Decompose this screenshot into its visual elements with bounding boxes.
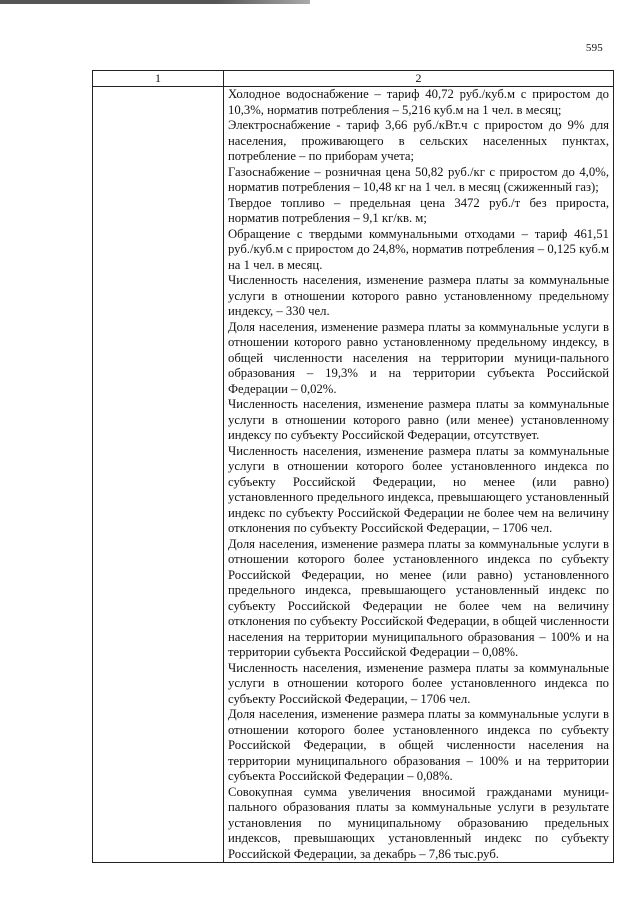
paragraph-share-above-index: Доля населения, изменение размера платы за коммунальные услуги в отношении которого более установленного индекса по субъекту Российской Федерации, в общей численности населения на территории муниципального образования – 100% и на территории субъекта Российской Федерации – 0,08%. [228, 707, 609, 783]
paragraph-population-above-index-within-limit: Численность населения, изменение размера платы за коммунальные услуги в отношении которого более установленного индекса по субъекту Российской Федерации, но менее (или равно) установленного предельного индекса, превышающего установленный индекс по субъекту Российской Федерации не более чем на величину отклонения по субъекту Российской Федерации, – 1706 чел. [228, 443, 609, 535]
scan-edge-mark [0, 0, 310, 4]
column-header-1: 1 [93, 71, 224, 87]
paragraph-electricity: Электроснабжение - тариф 3,66 руб./кВт.ч с приростом до 9% для населения, проживающего в сельских населенных пунктах, потребление – по приборам учета; [228, 118, 609, 163]
paragraph-total-increase: Совокупная сумма увеличения вносимой гражданами муници-пального образования платы за коммунальные услуги в результате установления по муниципальному образованию предельных индексов, превышающих установленный индекс по субъекту Российской Федерации, за декабрь – 7,86 тыс.руб. [228, 784, 609, 861]
paragraph-solid-waste: Обращение с твердыми коммунальными отходами – тариф 461,51 руб./куб.м с приростом до 24,8%, норматив потребления – 0,125 куб.м на 1 чел. в месяц. [228, 226, 609, 272]
paragraph-gas: Газоснабжение – розничная цена 50,82 руб./кг с приростом до 4,0%, норматив потребления – 10,48 кг на 1 чел. в месяц (сжиженный газ); [228, 164, 609, 194]
paragraph-share-equal-limit: Доля населения, изменение размера платы за коммунальные услуги в отношении которого равно установленному предельному индексу, в общей численности населения на территории муници-пального образования – 19,3% и на территории субъекта Российской Федерации – 0,02%. [228, 319, 609, 396]
paragraph-population-equal-limit: Численность населения, изменение размера платы за коммунальные услуги в отношении которого равно установленному предельному индексу, – 330 чел. [228, 273, 609, 318]
column-header-2: 2 [224, 71, 614, 87]
paragraph-population-above-index: Численность населения, изменение размера платы за коммунальные услуги в отношении которого более установленного индекса по субъекту Российской Федерации, – 1706 чел. [228, 660, 609, 706]
paragraph-solid-fuel: Твердое топливо – предельная цена 3472 руб./т без прироста, норматив потребления – 9,1 кг/кв. м; [228, 195, 609, 225]
content-cell-column-2 [224, 87, 614, 863]
table-row [93, 87, 614, 863]
paragraph-share-above-index-within-limit: Доля населения, изменение размера платы за коммунальные услуги в отношении которого более установленного индекса по субъекту Российской Федерации, но менее (или равно) установленного предельного индекса, превышающего установленный индекс по субъекту Российской Федерации не более чем на величину отклонения по субъекту Российской Федерации, в общей численности населения на территории муниципального образования – 100% и на территории субъекта Российской Федерации – 0,08%. [228, 536, 609, 659]
empty-cell-column-1 [93, 87, 224, 863]
paragraph-cold-water: Холодное водоснабжение – тариф 40,72 руб./куб.м с приростом до 10,3%, норматив потребления – 5,216 куб.м на 1 чел. в месяц; [228, 87, 609, 117]
paragraph-population-below-index: Численность населения, изменение размера платы за коммунальные услуги в отношении которого равно (или менее) установленному индексу по субъекту Российской Федерации, отсутствует. [228, 397, 609, 442]
document-table [92, 70, 614, 863]
page-number: 595 [585, 42, 603, 54]
table-header-row [93, 71, 614, 87]
